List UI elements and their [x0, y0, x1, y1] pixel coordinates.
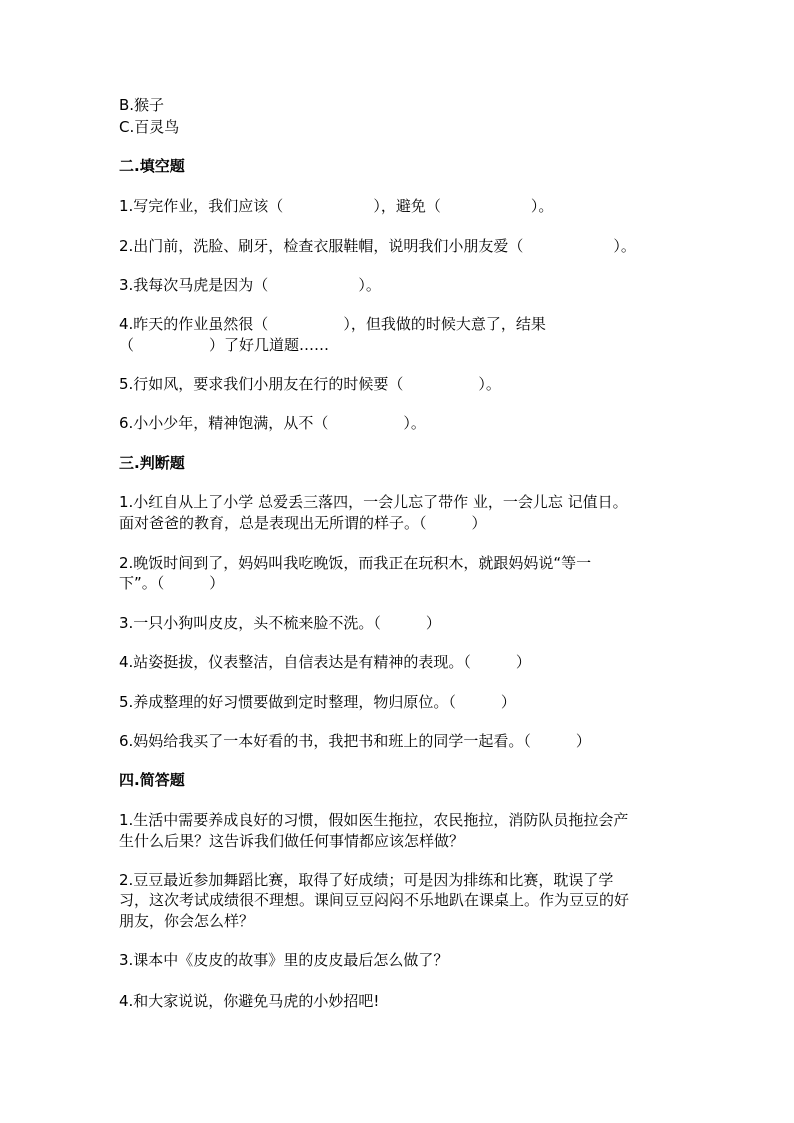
true-false-q4: 4.站姿挺拔，仪表整洁，自信表达是有精神的表现。（ ） — [119, 653, 531, 671]
short-answer-q2-line2: 习，这次考试成绩很不理想。课间豆豆闷闷不乐地趴在课桌上。作为豆豆的好 — [119, 891, 630, 909]
true-false-q5: 5.养成整理的好习惯要做到定时整理，物归原位。（ ） — [119, 693, 516, 711]
fill-blank-q6: 6.小小少年，精神饱满，从不（ ）。 — [119, 414, 426, 432]
fill-blank-q2: 2.出门前，洗脸、刷牙，检查衣服鞋帽，说明我们小朋友爱（ ）。 — [119, 237, 636, 255]
true-false-q6: 6.妈妈给我买了一本好看的书，我把书和班上的同学一起看。（ ） — [119, 732, 591, 750]
section-title-fill-blank: 二.填空题 — [119, 157, 185, 175]
fill-blank-q1: 1.写完作业，我们应该（ ），避免（ ）。 — [119, 197, 554, 215]
fill-blank-q5: 5.行如风，要求我们小朋友在行的时候要（ ）。 — [119, 375, 501, 393]
true-false-q2-line1: 2.晚饭时间到了，妈妈叫我吃晚饭，而我正在玩积木，就跟妈妈说“等一 — [119, 554, 592, 572]
short-answer-q1-line1: 1.生活中需要养成良好的习惯，假如医生拖拉，农民拖拉，消防队员拖拉会产 — [119, 811, 629, 829]
true-false-q2-line2: 下”。（ ） — [119, 574, 225, 592]
true-false-q3: 3.一只小狗叫皮皮，头不梳来脸不洗。（ ） — [119, 614, 441, 632]
option-b: B.猴子 — [119, 96, 165, 114]
short-answer-q2-line3: 朋友，你会怎么样？ — [119, 912, 255, 930]
short-answer-q3: 3.课本中《皮皮的故事》里的皮皮最后怎么做了？ — [119, 951, 449, 969]
true-false-q1-line1: 1.小红自从上了小学 总爱丢三落四，一会儿忘了带作 业，一会儿忘 记值日。 — [119, 493, 628, 511]
short-answer-q4: 4.和大家说说，你避免马虎的小妙招吧! — [119, 992, 380, 1010]
fill-blank-q4-line1: 4.昨天的作业虽然很（ ），但我做的时候大意了，结果 — [119, 315, 546, 333]
section-title-true-false: 三.判断题 — [119, 454, 185, 472]
option-c: C.百灵鸟 — [119, 118, 180, 136]
fill-blank-q4-line2: （ ）了好几道题…… — [119, 336, 330, 354]
section-title-short-answer: 四.简答题 — [119, 771, 185, 789]
true-false-q1-line2: 面对爸爸的教育，总是表现出无所谓的样子。（ ） — [119, 514, 487, 532]
short-answer-q2-line1: 2.豆豆最近参加舞蹈比赛，取得了好成绩；可是因为排练和比赛，耽误了学 — [119, 871, 614, 889]
fill-blank-q3: 3.我每次马虎是因为（ ）。 — [119, 276, 381, 294]
short-answer-q1-line2: 生什么后果？这告诉我们做任何事情都应该怎样做？ — [119, 832, 465, 850]
